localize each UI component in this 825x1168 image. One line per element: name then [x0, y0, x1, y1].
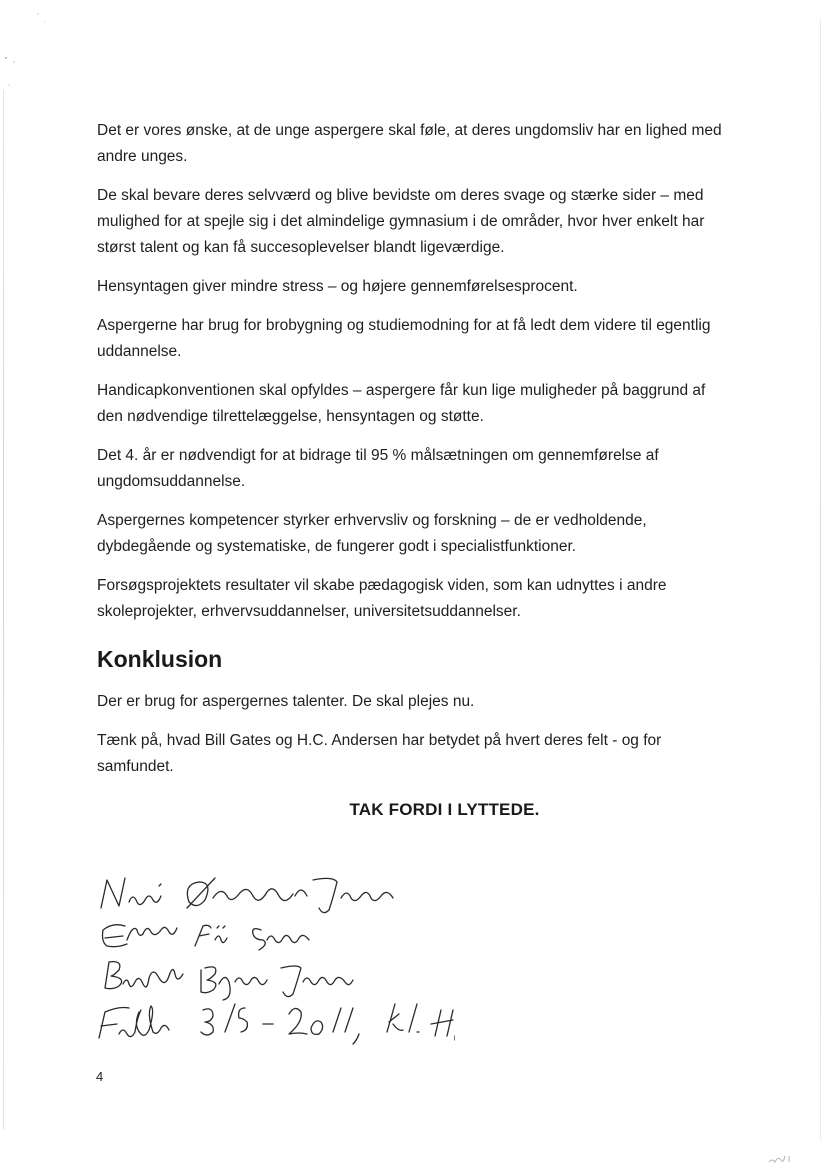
paragraph: De skal bevare deres selvværd og blive bevidste om deres svage og stærke sider – med mulighed for at spejle sig i det almindelige gymnasium i de områder, hvor hver enkelt har størst talent og kan få succesoplevelser blandt ligeværdige.: [97, 187, 705, 256]
paragraph: Handicapkonventionen skal opfyldes – aspergere får kun lige muligheder på baggrund af den nødvendige tilrettelæggelse, hensyntagen og støtte.: [97, 382, 706, 425]
paragraph: Forsøgsprojektets resultater vil skabe pædagogisk viden, som kan udnyttes i andre skoleprojekter, erhvervsuddannelser, universitetsuddannelser.: [97, 577, 667, 620]
scan-edge-left: [3, 90, 4, 1130]
signature-2: [103, 925, 310, 950]
paragraph: Hensyntagen giver mindre stress – og højere gennemførelsesprocent.: [97, 278, 578, 295]
paragraph: Aspergernes kompetencer styrker erhvervsliv og forskning – de er vedholdende, dybdegående og systematiske, de fungerer godt i specialistfunktioner.: [97, 512, 647, 555]
paragraph: Aspergerne har brug for brobygning og studiemodning for at få ledt dem videre til egentlig uddannelse.: [97, 317, 711, 360]
signature-1: [101, 878, 393, 913]
signature-3: [105, 962, 353, 1000]
scan-corner-mark: [767, 1152, 795, 1164]
paragraph: Det er vores ønske, at de unge aspergere skal føle, at deres ungdomsliv har en lighed med andre unges.: [97, 122, 722, 165]
conclusion-paragraph: Der er brug for aspergernes talenter. De skal plejes nu.: [97, 693, 475, 710]
document-body: [97, 118, 722, 820]
paragraph: Det 4. år er nødvendigt for at bidrage til 95 % målsætningen om gennemførelse af ungdomsuddannelse.: [97, 447, 659, 490]
signature-4: [99, 1004, 455, 1044]
conclusion-heading: Konklusion: [97, 646, 223, 672]
closing-line: TAK FORDI I LYTTEDE.: [349, 800, 540, 819]
conclusion-paragraph: Tænk på, hvad Bill Gates og H.C. Andersen har betydet på hvert deres felt - og for samfundet.: [97, 732, 662, 775]
handwritten-signatures: [95, 872, 455, 1052]
page-number: 4: [96, 1069, 104, 1084]
scan-specks: [0, 0, 60, 120]
scan-edge-right: [820, 20, 821, 1140]
